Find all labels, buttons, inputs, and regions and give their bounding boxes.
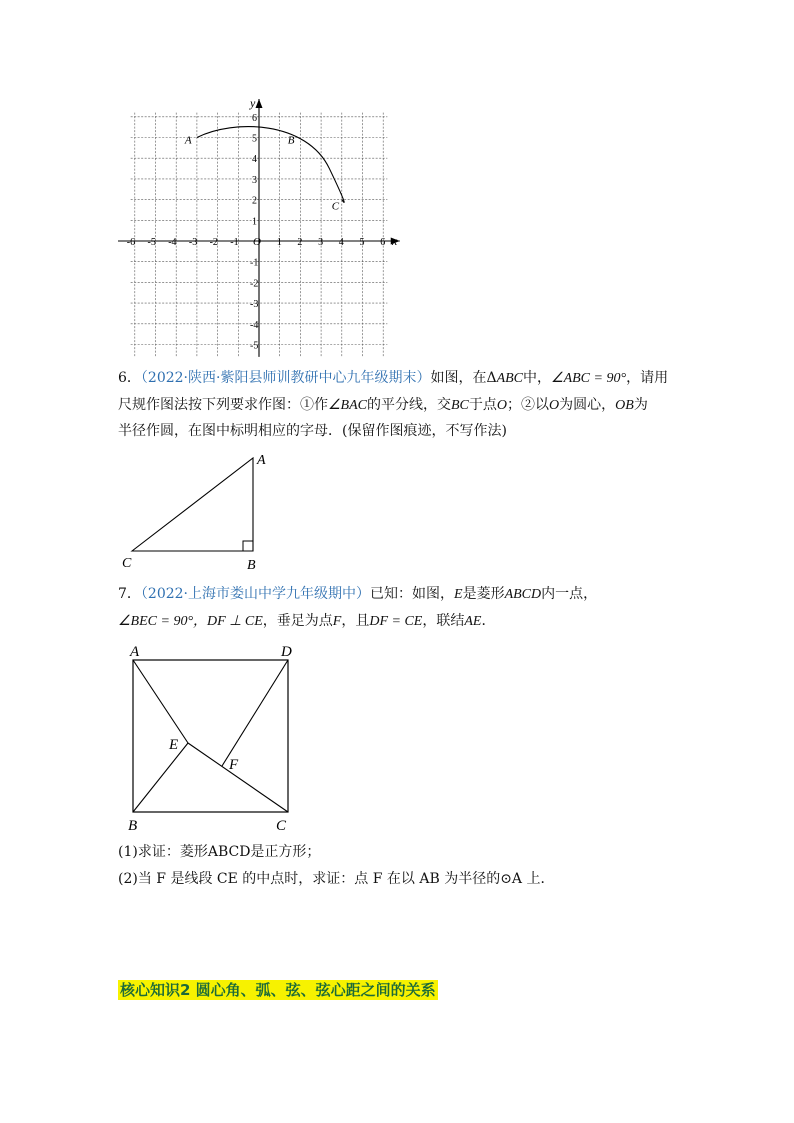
label-d: D xyxy=(281,644,292,660)
origin-label: O xyxy=(253,236,261,248)
label-f: F xyxy=(229,757,239,773)
q7-line2 xyxy=(118,611,495,632)
x-tick-label: 6 xyxy=(380,237,386,248)
y-tick-label: -3 xyxy=(250,299,259,311)
x-tick-label: -6 xyxy=(126,237,136,248)
q6-line3: 半径作圆，在图中标明相应的字母．(保留作图痕迹，不写作法) xyxy=(118,423,507,439)
q7-line1 xyxy=(118,584,597,605)
point-label-a: A xyxy=(184,134,192,147)
x-tick-label: -3 xyxy=(188,237,198,248)
q7-text: ． xyxy=(481,613,496,629)
label-e: E xyxy=(169,737,179,753)
x-tick-label: -5 xyxy=(147,237,156,248)
q6-text: ，请用 xyxy=(626,370,669,386)
q6-point-o: O xyxy=(549,398,560,413)
point-label-b: B xyxy=(287,134,295,147)
q6-segment-bc: BC xyxy=(451,398,469,413)
x-tick-label: 3 xyxy=(318,237,324,248)
x-axis-label: x xyxy=(392,234,398,248)
triangle-symbol: Δ xyxy=(486,370,497,386)
q6-text: 为 xyxy=(633,397,648,413)
q7-source: （2022·上海市娄山中学九年级期中） xyxy=(140,586,371,602)
q7-text: 已知：如图， xyxy=(370,586,455,602)
x-tick-label: -2 xyxy=(209,237,218,248)
x-tick-label: -4 xyxy=(168,237,177,248)
x-tick-label: 1 xyxy=(276,237,282,248)
q6-segment-ob: OB xyxy=(615,398,634,413)
q6-text: 中， xyxy=(523,370,552,386)
q6-triangle-name: ABC xyxy=(496,371,524,386)
q6-text: 如图，在 xyxy=(430,370,487,386)
q7-number: 7． xyxy=(118,586,141,602)
q6-text: ；②以 xyxy=(507,397,550,413)
q6-text: 为圆心， xyxy=(559,397,616,413)
point-label-c: C xyxy=(331,200,340,213)
q7-equality: DF = CE xyxy=(369,614,423,629)
q7-segment-ae: AE xyxy=(464,614,482,629)
q7-rhombus-name: ABCD xyxy=(504,587,542,602)
y-axis-arrow xyxy=(256,99,263,108)
q7-part1: (1)求证：菱形ABCD是正方形； xyxy=(118,844,321,860)
y-axis-label: y xyxy=(250,96,256,110)
q7-text: 是菱形 xyxy=(462,586,505,602)
x-tick-label: 2 xyxy=(297,237,303,248)
segment-ae xyxy=(133,660,188,743)
q7-text: ，垂足为点 xyxy=(262,613,333,629)
right-angle-mark xyxy=(243,541,253,551)
x-tick-label: 5 xyxy=(359,237,365,248)
q7-square-figure xyxy=(118,638,308,838)
x-tick-label: -1 xyxy=(230,237,239,248)
q6-number: 6． xyxy=(118,370,141,386)
coordinate-graph xyxy=(118,95,408,360)
q7-point-e: E xyxy=(454,587,463,602)
label-b: B xyxy=(128,818,138,834)
q7-text: ，联结 xyxy=(422,613,465,629)
q6-angle-bac: ∠BAC xyxy=(328,398,367,413)
y-tick-label: 5 xyxy=(252,133,257,145)
y-tick-label: -5 xyxy=(250,340,259,352)
segment-df xyxy=(222,660,288,766)
graph-point-labels xyxy=(184,135,340,213)
label-c: C xyxy=(276,818,287,834)
q6-text: 于点 xyxy=(468,397,497,413)
q6-point-o: O xyxy=(496,398,508,413)
y-tick-label: 2 xyxy=(252,195,257,207)
y-tick-label: 1 xyxy=(252,216,257,228)
segment-be xyxy=(133,743,188,812)
y-tick-label: 6 xyxy=(252,112,257,124)
q6-angle: ∠ABC = 90° xyxy=(551,371,627,386)
label-a: A xyxy=(257,453,266,468)
graph-curve xyxy=(197,127,344,203)
y-tick-label: 4 xyxy=(252,154,257,166)
x-tick-label: 4 xyxy=(338,237,344,248)
segment-ec xyxy=(188,743,288,812)
q7-point-f: F xyxy=(332,614,342,629)
q6-line2 xyxy=(118,395,648,416)
triangle-abc xyxy=(132,458,253,551)
y-tick-label: -2 xyxy=(250,278,259,290)
q6-text: 的平分线，交 xyxy=(367,397,451,413)
q6-line1 xyxy=(118,368,668,389)
y-tick-label: 3 xyxy=(252,174,257,186)
q6-source: （2022·陕西·紫阳县师训教研中心九年级期末） xyxy=(140,370,431,386)
q7-conditions: ∠BEC = 90°，DF ⊥ CE xyxy=(118,614,263,629)
q6-triangle-figure xyxy=(118,448,278,573)
square-abcd xyxy=(133,660,288,812)
graph-tick-labels xyxy=(127,113,385,352)
q7-part2: (2)当 F 是线段 CE 的中点时，求证：点 F 在以 AB 为半径的⊙A 上． xyxy=(118,871,555,887)
label-b: B xyxy=(247,558,256,573)
label-c: C xyxy=(122,556,132,571)
q7-text: 内一点， xyxy=(541,586,598,602)
q6-text: 尺规作图法按下列要求作图：①作 xyxy=(118,397,328,413)
section-title: 核心知识2 圆心角、弧、弦、弦心距之间的关系 xyxy=(120,981,436,999)
y-tick-label: -1 xyxy=(250,257,259,269)
label-a: A xyxy=(130,644,140,660)
y-tick-label: -4 xyxy=(250,319,259,331)
q7-text: ，且 xyxy=(341,613,370,629)
